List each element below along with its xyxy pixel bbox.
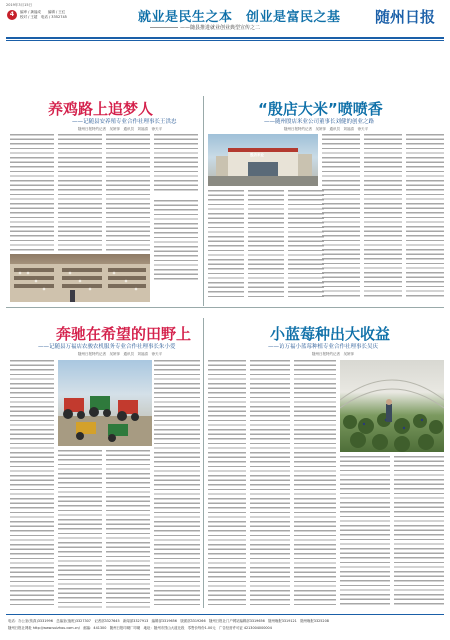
chicken-barn-photo — [10, 254, 150, 302]
article-byline: 随州日报特约记者 吴妍萍 — [312, 352, 354, 356]
article-subtitle: ——随州殷店米业公司董事长刘健的创业之路 — [264, 119, 375, 125]
text-column — [154, 360, 200, 608]
text-column — [106, 450, 150, 608]
column-divider — [203, 96, 204, 306]
page-subtitle: ——随县推进就业创业典型宣传之二 — [180, 25, 261, 31]
editor-credits-line1: 编审 / 龚福成 编辑 / 王红 — [20, 10, 66, 14]
header-rule — [6, 37, 444, 39]
text-column — [208, 360, 246, 608]
editor-credits — [20, 10, 67, 20]
greenhouse-illustration — [340, 360, 444, 452]
article-byline: 随州日报特约记者 吴妍萍 通讯员 刘福清 徐天平 — [284, 127, 368, 131]
article-subtitle: ——记随县安养殖专业合作社理事长王洪忠 — [72, 119, 177, 125]
article-byline: 随州日报特约记者 吴妍萍 通讯员 刘福清 徐天平 — [78, 127, 162, 131]
text-column — [394, 456, 444, 608]
text-column — [322, 134, 360, 298]
chicken-cages-illustration — [10, 254, 150, 302]
page-header — [0, 0, 450, 48]
article-title: 小蓝莓种出大收益 — [270, 325, 391, 343]
text-column — [288, 190, 324, 298]
subtitle-dash-rule — [150, 27, 178, 28]
tractors-photo — [58, 360, 152, 446]
text-column — [406, 134, 444, 298]
footer-publisher-info: 随州日报社网址 http://www.suizhou.com.cn/ 邮编：441300 随州日报印刷厂印刷 地址：随州市烈山大道北段 零售价每份1.00元 广告经营许可证 4213004000004 — [8, 626, 272, 630]
rice-plant-sign: 殷店米业 — [250, 153, 264, 157]
text-column — [364, 134, 402, 298]
page-footer — [0, 612, 450, 640]
newspaper-logo: 随州日报 — [375, 8, 436, 26]
page-slogan: 就业是民生之本 创业是富民之基 — [138, 10, 341, 25]
text-column — [58, 450, 102, 608]
tractors-illustration — [58, 360, 152, 446]
rice-plant-building-illustration — [208, 134, 318, 186]
page-number-badge: 4 — [7, 10, 17, 20]
text-column — [208, 190, 244, 298]
header-rule-thin — [6, 40, 444, 41]
text-column — [106, 134, 150, 252]
text-column — [154, 134, 198, 194]
text-column — [340, 456, 390, 608]
editor-credits-line2: 校对 / 王超 电话 / 3352745 — [20, 15, 67, 19]
text-column — [154, 200, 198, 280]
issue-date: 2019年3月15日 — [6, 3, 33, 7]
footer-contacts: 电话：办公室(传真)3331996 总编室(值班)3327307 记者部3327645 新闻部3327913 编辑部3319656 版面部3319266 随州日报社门户网站编辑部3319656 随州晚报3319121 随州晚报3325208 — [8, 619, 329, 623]
text-column — [294, 360, 336, 608]
rice-plant-photo — [208, 134, 318, 186]
article-title: 养鸡路上追梦人 — [48, 100, 154, 118]
text-column — [248, 190, 284, 298]
text-column — [10, 134, 54, 252]
article-subtitle: ——访万福小蓝莓种植专业合作社理事长吴庆 — [268, 344, 379, 350]
section-divider — [6, 307, 444, 308]
article-byline: 随州日报特约记者 吴妍萍 通讯员 刘福清 徐天平 — [78, 352, 162, 356]
article-subtitle: ——记随县万福店农骏农机服务专业合作社理事长朱小爱 — [38, 344, 176, 350]
column-divider — [203, 318, 204, 608]
text-column — [58, 134, 102, 252]
text-column — [10, 360, 54, 608]
article-title: 奔驰在希望的田野上 — [56, 325, 192, 343]
text-column — [250, 360, 290, 608]
article-title: “殷店大米”喷喷香 — [258, 100, 383, 118]
blueberry-greenhouse-photo — [340, 360, 444, 452]
